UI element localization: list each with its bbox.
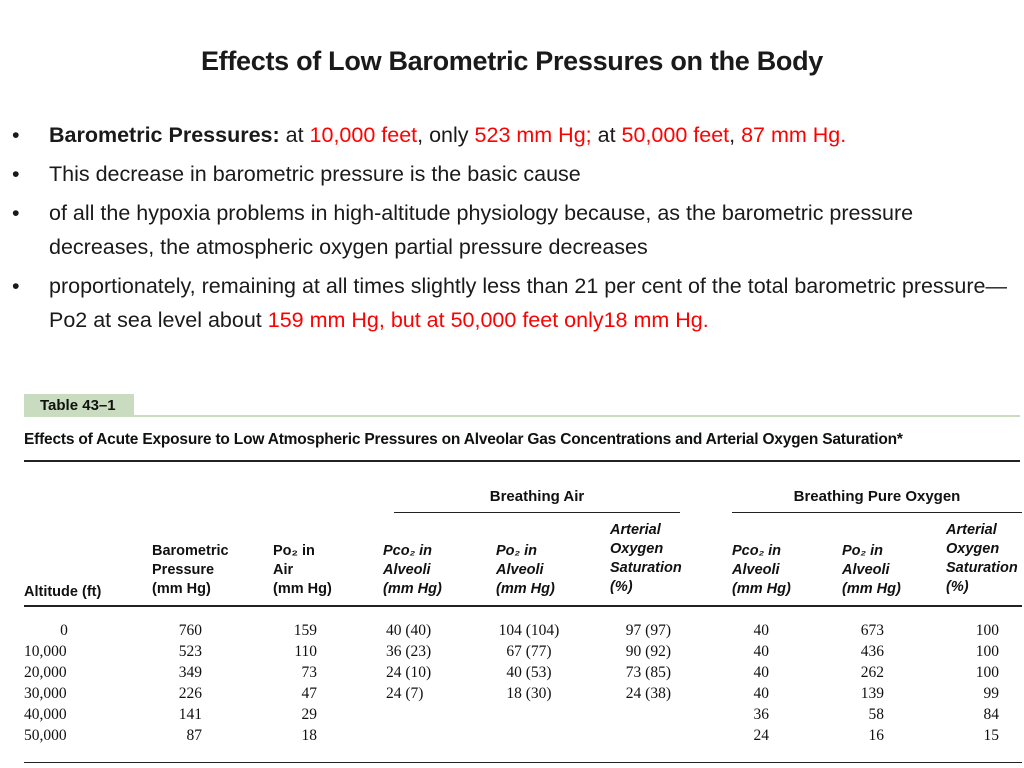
col-header-line: Barometric xyxy=(152,543,229,559)
col-oxy-po2 xyxy=(840,620,884,746)
table-cell: 58 xyxy=(868,706,884,723)
col-header-line: (%) xyxy=(610,579,633,595)
table-cell: 10,000 xyxy=(24,643,67,660)
table-caption: Effects of Acute Exposure to Low Atmospheric Pressures on Alveolar Gas Concentrations and Arterial Oxygen Saturation* xyxy=(24,431,903,448)
col-header-air-pco2 xyxy=(383,542,442,599)
table-cell: 24 (7) xyxy=(386,685,424,702)
col-header-line: Po₂ in xyxy=(496,543,537,559)
col-header-line: Po₂ in xyxy=(273,543,315,559)
header-rule xyxy=(24,605,1022,607)
table-cell: 40,000 xyxy=(24,706,67,723)
bullet-proportionately xyxy=(12,269,1017,337)
col-header-po2-air xyxy=(273,542,332,599)
col-header-line: Arterial xyxy=(610,522,661,538)
table-cell: 50,000 xyxy=(24,727,67,744)
table-cell: 18 xyxy=(301,727,317,744)
table-cell: 40 xyxy=(753,643,769,660)
col-header-air-saturation xyxy=(610,521,682,597)
table-cell: 73 (85) xyxy=(625,664,671,681)
table-cell: 36 xyxy=(753,706,769,723)
table-cell: 110 xyxy=(294,643,317,660)
col-header-line: Air xyxy=(273,562,294,578)
table-cell: 73 xyxy=(301,664,317,681)
col-header-oxy-saturation xyxy=(946,521,1018,597)
table-cell: 159 xyxy=(293,622,317,639)
table-cell: 99 xyxy=(983,685,999,702)
bullet-dot: • xyxy=(12,162,20,186)
table-cell: 90 (92) xyxy=(625,643,671,660)
col-header-line: Alveoli xyxy=(383,562,431,578)
col-air-saturation xyxy=(600,620,671,746)
table-cell: 24 xyxy=(753,727,769,744)
group-header-breathing-oxygen: Breathing Pure Oxygen xyxy=(793,488,961,505)
bullet-label: Barometric Pressures: xyxy=(49,123,280,147)
bullet-barometric-pressures xyxy=(12,118,1017,152)
table-cell xyxy=(386,704,466,725)
col-header-line: Alveoli xyxy=(496,562,544,578)
col-header-line: Altitude (ft) xyxy=(24,584,102,600)
table-cell: 40 xyxy=(753,622,769,639)
bullet-text: at xyxy=(591,123,622,147)
table-cell: 97 (97) xyxy=(625,622,671,639)
table-cell xyxy=(600,725,671,746)
col-header-line: (%) xyxy=(946,579,969,595)
table-cell: 47 xyxy=(301,685,317,702)
slide-title: Effects of Low Barometric Pressures on the Body xyxy=(200,46,824,76)
highlight-value: 50,000 feet xyxy=(621,123,730,147)
col-header-line: (mm Hg) xyxy=(152,581,211,597)
table-label: Table 43–1 xyxy=(24,394,134,417)
col-oxy-saturation xyxy=(950,620,999,746)
table-cell: 226 xyxy=(178,685,202,702)
col-header-line: Alveoli xyxy=(842,562,890,578)
table-cell: 100 xyxy=(975,622,999,639)
table-cell xyxy=(600,704,671,725)
col-header-line: Arterial xyxy=(946,522,997,538)
col-header-line: Pco₂ in xyxy=(732,543,782,559)
col-po2-air xyxy=(260,620,317,746)
table-cell: 24 (38) xyxy=(625,685,671,702)
table-cell: 16 xyxy=(868,727,884,744)
col-header-line: (mm Hg) xyxy=(273,581,332,597)
col-header-barometric xyxy=(152,542,229,599)
table-cell: 40 (40) xyxy=(386,622,432,639)
col-header-line: Pressure xyxy=(152,562,215,578)
table-cell: 40 xyxy=(753,685,769,702)
table-cell: 40 (53) xyxy=(506,664,552,681)
col-header-altitude xyxy=(24,583,101,602)
col-header-line: Po₂ in xyxy=(842,543,883,559)
table-cell: 0 xyxy=(60,622,68,639)
bullet-text: of all the hypoxia problems in high-altitude physiology because, as the barometric pressure decreases, the atmospheric oxygen partial pressure decreases xyxy=(49,201,914,259)
col-header-oxy-po2 xyxy=(842,542,901,599)
col-air-pco2 xyxy=(386,620,466,746)
table-cell: 29 xyxy=(301,706,317,723)
bullet-dot: • xyxy=(12,201,20,225)
table-bottom-rule xyxy=(24,762,1022,763)
bullet-text: , xyxy=(729,123,742,147)
highlight-value: 523 mm Hg; xyxy=(474,123,592,147)
group-header-breathing-air: Breathing Air xyxy=(489,488,585,505)
table-cell xyxy=(386,725,466,746)
highlight-value: 10,000 feet xyxy=(309,123,418,147)
table-cell: 760 xyxy=(178,622,202,639)
col-header-line: Oxygen xyxy=(610,541,664,557)
col-header-air-po2 xyxy=(496,542,555,599)
table-cell xyxy=(482,704,576,725)
col-header-line: Alveoli xyxy=(732,562,780,578)
table-cell: 100 xyxy=(975,643,999,660)
table-cell: 84 xyxy=(983,706,999,723)
table-cell: 349 xyxy=(178,664,202,681)
table-cell: 141 xyxy=(178,706,202,723)
table-cell: 523 xyxy=(178,643,202,660)
group-rule-air xyxy=(394,512,680,513)
bullet-list xyxy=(12,118,1017,342)
table-cell: 20,000 xyxy=(24,664,67,681)
table-cell: 15 xyxy=(983,727,999,744)
highlight-value: 87 mm Hg. xyxy=(741,123,847,147)
table-cell: 436 xyxy=(860,643,884,660)
col-altitude xyxy=(24,620,114,746)
col-header-line: Pco₂ in xyxy=(383,543,433,559)
table-cell: 262 xyxy=(860,664,884,681)
table-cell: 673 xyxy=(860,622,884,639)
table-cell: 104 (104) xyxy=(498,622,560,639)
bullet-decrease-cause xyxy=(12,157,1017,191)
bullet-text: , only xyxy=(417,123,475,147)
table-cell xyxy=(482,725,576,746)
col-air-po2 xyxy=(482,620,576,746)
col-header-line: (mm Hg) xyxy=(496,581,555,597)
col-header-oxy-pco2 xyxy=(732,542,791,599)
bullet-text: at xyxy=(279,123,310,147)
group-rule-oxygen xyxy=(732,512,1022,513)
col-header-line: (mm Hg) xyxy=(383,581,442,597)
table-cell: 67 (77) xyxy=(506,643,552,660)
table-cell: 139 xyxy=(860,685,884,702)
bullet-text: This decrease in barometric pressure is the basic cause xyxy=(49,162,581,186)
bullet-hypoxia xyxy=(12,196,1017,264)
col-barometric xyxy=(140,620,202,746)
table-cell: 40 xyxy=(753,664,769,681)
table-cell: 18 (30) xyxy=(506,685,552,702)
table-cell: 100 xyxy=(975,664,999,681)
bullet-dot: • xyxy=(12,274,20,298)
highlight-value: 159 mm Hg, but at 50,000 feet only18 mm Hg. xyxy=(267,308,709,332)
bullet-text: proportionately, remaining at all times slightly less than 21 per cent of the total barometric pressure—Po2 at sea level about xyxy=(49,274,1008,332)
table-label-rule xyxy=(134,415,1020,417)
col-header-line: Saturation xyxy=(946,560,1018,576)
bullet-dot: • xyxy=(12,123,20,147)
col-header-line: (mm Hg) xyxy=(732,581,791,597)
col-oxy-pco2 xyxy=(730,620,769,746)
table-cell: 24 (10) xyxy=(386,664,432,681)
table-cell: 87 xyxy=(186,727,202,744)
table-cell: 30,000 xyxy=(24,685,67,702)
col-header-line: Saturation xyxy=(610,560,682,576)
table-cell: 36 (23) xyxy=(386,643,432,660)
col-header-line: (mm Hg) xyxy=(842,581,901,597)
col-header-line: Oxygen xyxy=(946,541,1000,557)
caption-rule xyxy=(24,460,1020,462)
